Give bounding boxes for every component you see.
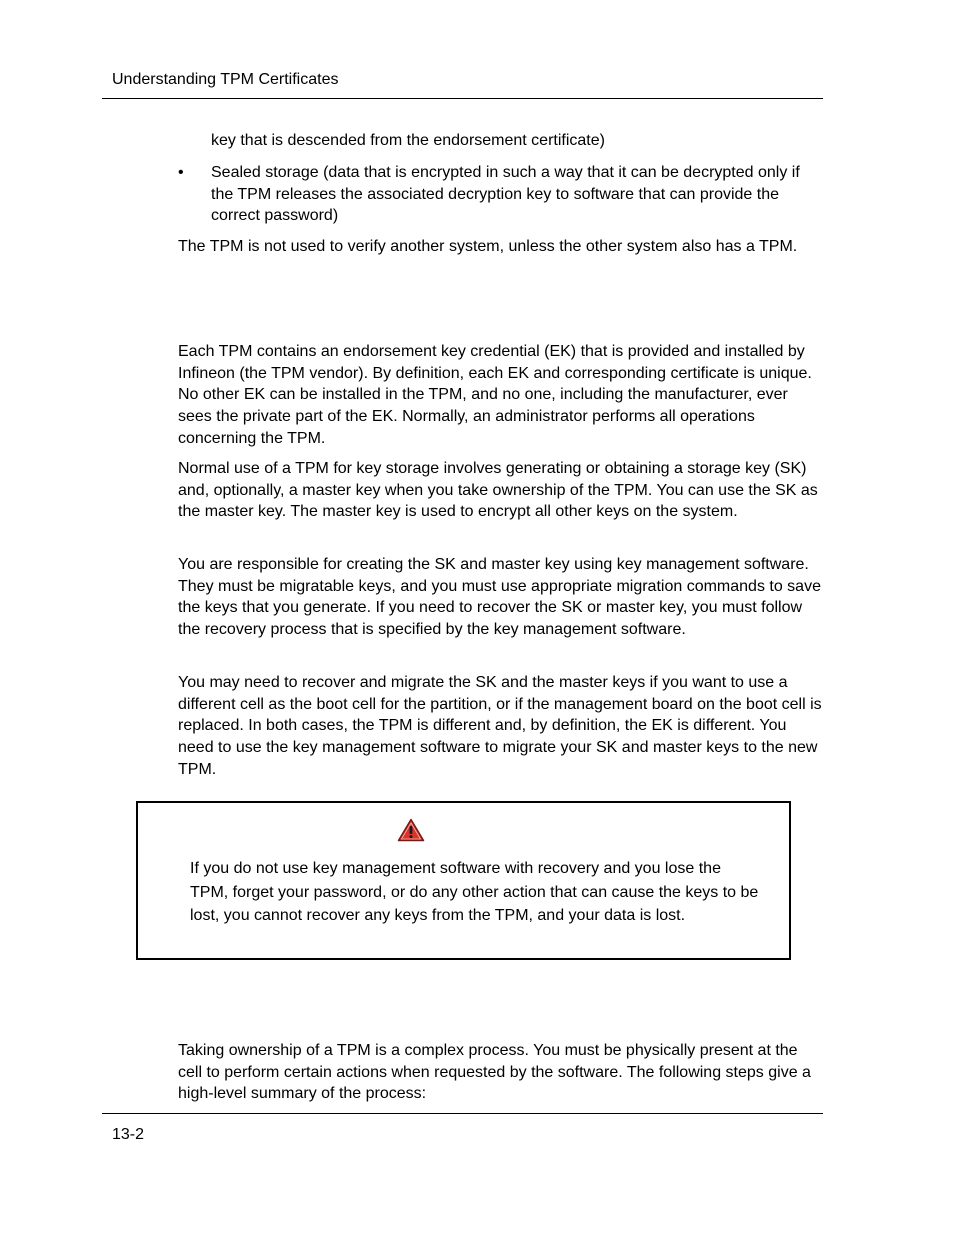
paragraph-responsibility: You are responsible for creating the SK and master key using key management software. They must be migratable keys, and you must use appropriate migration commands to save the keys that you generate. If you need to recover the SK or master key, you must follow the recovery process that is specified by the key management software. [178, 556, 821, 639]
bullet-icon: • [178, 164, 184, 181]
paragraph-key-storage: Normal use of a TPM for key storage involves generating or obtaining a storage key (SK) and, optionally, a master key when you take ownership of the TPM. You can use the SK as the master key. The master key is used to encrypt all other keys on the system. [178, 460, 818, 521]
caution-text: If you do not use key management software with recovery and you lose the TPM, forget your password, or do any other action that can cause the keys to be lost, you cannot recover any keys from the TPM, and your data is lost. [190, 860, 759, 924]
paragraph-ownership: Taking ownership of a TPM is a complex process. You must be physically present at the cell to perform certain actions when requested by the software. The following steps give a high-level summary of the process: [178, 1042, 811, 1103]
caution-box [136, 801, 791, 960]
paragraph-verify: The TPM is not used to verify another system, unless the other system also has a TPM. [178, 238, 798, 255]
footer-rule [102, 1113, 823, 1114]
bullet-text: Sealed storage (data that is encrypted in such a way that it can be decrypted only if the TPM releases the associated decryption key to software that can provide the correct password) [211, 164, 800, 225]
paragraph-migration: You may need to recover and migrate the SK and the master keys if you want to use a different cell as the boot cell for the partition, or if the management board on the boot cell is replaced. In both cases, the TPM is different and, by definition, the EK is different. You need to use the key management software to migrate your SK and master keys to the new TPM. [178, 674, 822, 778]
running-header: Understanding TPM Certificates [112, 71, 339, 88]
warning-triangle-icon [397, 818, 425, 842]
paragraph-endorsement-key: Each TPM contains an endorsement key credential (EK) that is provided and installed by Infineon (the TPM vendor). By definition, each EK and corresponding certificate is unique. No other EK can be installed in the TPM, and no one, including the manufacturer, ever sees the private part of the EK. Normally, an administrator performs all operations concerning the TPM. [178, 343, 812, 447]
continuation-text: key that is descended from the endorsement certificate) [211, 132, 605, 149]
header-rule [102, 98, 823, 99]
page-number: 13-2 [112, 1126, 145, 1143]
